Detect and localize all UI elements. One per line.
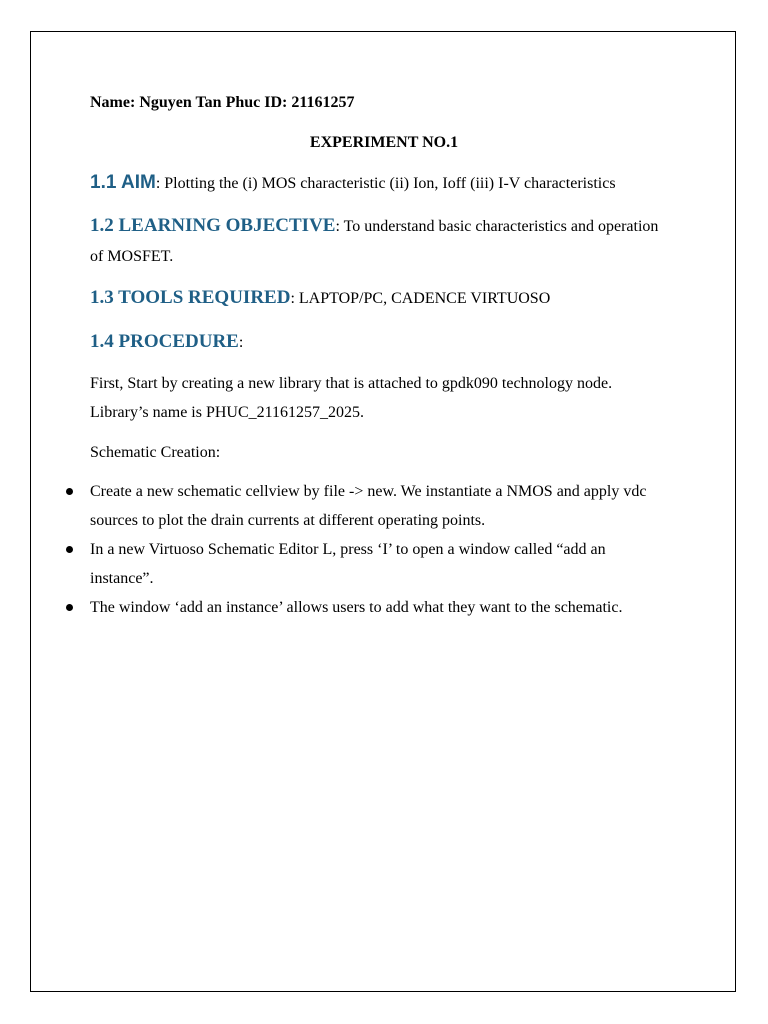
schematic-creation-subheading: Schematic Creation: xyxy=(90,444,221,461)
bullet-dot-2 xyxy=(66,546,73,553)
tools-text: : LAPTOP/PC, CADENCE VIRTUOSO xyxy=(290,290,551,307)
procedure-section xyxy=(90,332,243,353)
bullet-1-line-1: Create a new schematic cellview by file -> new. We instantiate a NMOS and apply vdc xyxy=(90,483,647,500)
intro-line-1: First, Start by creating a new library that is attached to gpdk090 technology node. xyxy=(90,375,613,392)
aim-heading: 1.1 AIM xyxy=(90,172,156,193)
student-name-id: Name: Nguyen Tan Phuc ID: 21161257 xyxy=(90,94,355,111)
bullet-2-line-2: instance”. xyxy=(90,570,154,587)
bullet-1-line-2: sources to plot the drain currents at different operating points. xyxy=(90,512,486,529)
intro-line-2: Library’s name is PHUC_21161257_2025. xyxy=(90,404,365,421)
tools-heading: 1.3 TOOLS REQUIRED xyxy=(90,287,291,308)
aim-section xyxy=(90,173,616,194)
bullet-dot-3 xyxy=(66,604,73,611)
objective-heading: 1.2 LEARNING OBJECTIVE xyxy=(90,215,336,236)
tools-section xyxy=(90,288,550,309)
objective-section xyxy=(90,216,658,237)
bullet-2-line-1: In a new Virtuoso Schematic Editor L, press ‘I’ to open a window called “add an xyxy=(90,541,606,558)
procedure-heading: 1.4 PROCEDURE xyxy=(90,331,239,352)
procedure-colon: : xyxy=(238,334,244,351)
bullet-dot-1 xyxy=(66,488,73,495)
objective-text-continued: of MOSFET. xyxy=(90,248,174,265)
objective-text: : To understand basic characteristics and operation xyxy=(335,218,659,235)
aim-text: : Plotting the (i) MOS characteristic (ii) Ion, Ioff (iii) I-V characteristics xyxy=(155,175,616,192)
experiment-title: EXPERIMENT NO.1 xyxy=(309,134,459,151)
bullet-3-line-1: The window ‘add an instance’ allows users to add what they want to the schematic. xyxy=(90,599,623,616)
